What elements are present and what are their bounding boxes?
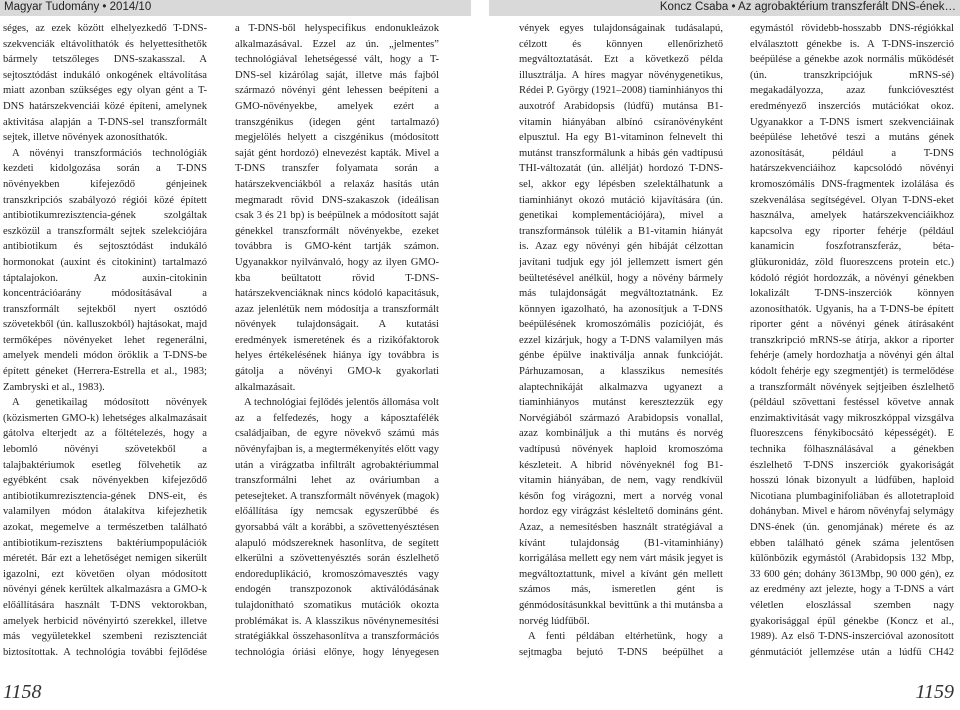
text-column-3 — [519, 21, 723, 661]
paragraph: a T-DNS-ből helyspecifikus endonukleázok alkalmazásával. Ezzel az ún. „jelmentes” technológiával lehetségessé vált, hogy a T-DNS-sel kizárólag saját, illetve más fajból származó növényi gént lehessen beépíteni a GMO-növényekbe, amelyek ezért a transzgénikus (idegen gént tartalmazó) megjelölés helyett a ciszgénikus (módosított saját gént hordozó) elnevezést kapták. Mivel a T-DNS transzfer folyamata során a határszekvenciákból a relaxáz hasítás után megmaradt rövid DNS-szakaszok (ideálisan csak 3 és 21 bp) is beépülnek a módosított saját génekkel transzformált növényekbe, ezeket továbbra is GMO-ként tartják számon. Ugyanakkor nyilvánvaló, hogy az ilyen GMO-kba beültatott rövid T-DNS-határszekvenciáknak nincs kódoló kapacitásuk, azaz jelenlétük nem módosítja a transzformált növények tulajdonságait. A kutatási eredmények ismeretének és a rizikófaktorok helyes értékelésének hiánya így továbbra is gátolja a növényi GMO-k gyakorlati alkalmazásait. — [235, 23, 439, 393]
header-bar-left — [0, 0, 471, 16]
paragraph: A növényi transzformációs technológiák kezdeti kidolgozása során a T-DNS növényekben kifejeződő génjeinek transzkripciós szabályozó régiói közé épített antibiotikumrezisztencia-gének szolgáltak eszközül a transzformált sejtek szelekciójára antibiotikum és sejtosztódást indukáló hormonokat (auxint és citokinint) tartalmazó táptalajokon. Az auxin-citokinin koncentrációarány módosításával a transzformált sejtekből nyert osztódó szövetekből (ún. kalluszokból) hajtásokat, majd termőképes növényeket lehet regenerálni, amelyek mendeli módon öröklik a T-DNS-be épített géneket (Herrera-Estrella et al., 1983; Zambryski et al., 1983). — [3, 147, 207, 393]
page-number-left: 1158 — [3, 681, 42, 703]
journal-issue-label: Magyar Tudomány • 2014/10 — [4, 1, 152, 13]
paragraph: egymástól rövidebb-hosszabb DNS-régiókkal elválasztott génekbe is. A T-DNS-inszerció beépülése a génekbe azok normális működését (ún. transzkripciójuk mRNS-sé) megakadályozza, azaz funkcióvesztést eredményező inszerciós mutációkat okoz. Ugyanakkor a T-DNS ismert szekvenciáinak beépülése lehetővé teszi a mutáns gének azonosítását, például a T-DNS határszekvenciáihoz kapcsolódó növényi kromoszómális DNS-fragmentek izolálása és szekvenálása segítségével. Olyan T-DNS-eket használva, amelyek határszekvenciáikhoz kapcsolva egy riporter fehérje (például kanamicin foszfotranszferáz, béta-glükuronidáz, zöld fluoreszcens protein etc.) kódoló régiót hordozzák, a növényi génekben lokalizált T-DNS-inszerciók könnyen azonosíthatók. Ugyanis, ha a T-DNS-be épített riporter gént a növényi gének átírásaként transzkripció mRNS-se átírja, akkor a riporter fehérje (amely hordozhatja a növényi gén által kódolt fehérje egy szegmentjét) is termelődése a transzformált növények sejtjeiben észlelhető (például szövettani festéssel követve annak enzimaktivitását vagy mikroszkóppal vizsgálva fluoreszcens fénykibocsátó képességét). E technika fölhasználásával a génekben észlelhető T-DNS inszerciók gyakoriságát hosszú lónak bizonyult a lúdfűben, haploid Nicotiana plumbaginifoliában és allotetraploid dohányban. Mivel e három növényfaj selymágy DNS-ének (ún. genomjának) mérete és az ebben található gének száma jelentősen különbözik egymástól (Arabidopsis 132 Mbp, 33 600 gén; dohány 3613Mbp, 90 000 gén), ez az eredmény azt jelezte, hogy a T-DNS a várt véletlen eloszlással szemben nagy gyakorisággal épül génekbe (Koncz et al., 1989). Az első T-DNS-inszercióval azonosított génmutációt jellemzése után a lúdfű CH42 — [750, 23, 954, 658]
article-author-title: Koncz Csaba • Az agrobaktérium transzferált DNS-ének… — [659, 1, 956, 13]
text-column-4 — [750, 21, 954, 661]
text-column-2 — [235, 21, 439, 661]
paragraph: A genetikailag módosított növények (közismerten GMO-k) lehetséges alkalmazásait gátolva elterjedt az a föltételezés, hogy a lebomló növényi szövetekből a talajbaktériumok esetleg fölvehetik az egyébként csak növényekben kifejeződő antibiotikumrezisztencia-gének DNS-eit, és valamilyen módon átalakítva kifejezhetik azokat, megemelve a természetben található antibiotikum-rezisztens baktériumpopulációk méretét. Bár ezt a lehetőséget nemigen sikerült igazolni, ezt követően olyan módosított növényi gének kerültek alkalmazásra a GMO-k előállítására használt T-DNS vektorokban, amelyek herbicid növényirtó szerekkel, illetve más vegyületekkel szembeni rezisztenciát biztosítottak. A technológia további fejlődése — [3, 397, 207, 658]
text-column-1 — [3, 21, 207, 661]
paragraph: vények egyes tulajdonságainak tudásalapú, célzott és könnyen ellenőrizhető megváltoztatását. Ezt a következő példa illusztrálja. A híres magyar növénygenetikus, Rédei P. György (1921–2008) tiaminhiányos thi auxotróf Arabidopsis (lúdfű) mutánsa B1-vitamin hiányában albínó csíranövényként elpusztul. Ha egy B1-vitaminon felnevelt thi mutánst transzformálunk a hibás gén vadtípusú THI-változatát (ún. allélját) hordozó T-DNS-sel, akkor egy lépésben szelektálhatunk a tiaminhiányt okozó mutáció kijavítására (ún. genetikai komplementációjára), mivel a transzformánsok túlélik a B1-vitamin hiányát is. Azaz egy növényi gén hibáját célzottan javítani tudjuk egy jól jellemzett ismert gén beültetésével anélkül, hogy a növény bármely más tulajdonságát megváltoztatnánk. Ez könnyen igazolható, ha azonosítjuk a T-DNS beépülésének kromoszómális pozícióját, és ezzel kizárjuk, hogy a T-DNS valamilyen más génbe épülve inaktiválja annak funkcióját. Párhuzamosan, a klasszikus nemesítés alaptechnikáját alkalmazva ugyanezt a tiaminhiányos mutánst keresztezzük egy Norvégiából származó Arabidopsis vonallal, azaz kombináljuk a thi mutáns és norvég vadtípusú növények haploid kromoszóma készleteit. A hibrid növényeknél fog B1-vitamin hiányában, de nem, vagy rendkívül későn fog virágozni, mert a norvég vonal hordoz egy virágzást késleltető domináns gént. Azaz, a nemesítésben használt stratégiával a kívánt tulajdonság (B1-vitaminhiány) korrigálása mellett egy nem várt másik jegyet is megváltoztattunk, mivel a kívánt gén mellett számos más, ismeretlen gént is génmódosításunkkal bevittünk a thi mutánsba a norvég lúdfűből. — [519, 23, 723, 627]
page-number-right: 1159 — [915, 681, 954, 703]
paragraph: A fenti példában eltérhetünk, hogy a sejtmagba bejutó T-DNS beépülhet a — [519, 631, 723, 658]
paragraph: séges, az ezek között elhelyezkedő T-DNS-szekvenciák eltávolíthatók és helyettesíthetők bármely tetszőleges DNS-szakasszal. A sejtosztódást indukáló onkogének eltávolítása miatt azonban szükséges egy olyan gént a T-DNS határszekvenciái közé építeni, amelynek aktivitása alapján a T-DNS-sel transzformált sejtek, illetve növények azonosíthatók. — [3, 23, 207, 144]
header-bar-right — [489, 0, 960, 16]
running-header — [0, 0, 960, 16]
paragraph: A technológiai fejlődés jelentős állomása volt az a felfedezés, hogy a káposztafélék családjaiban, de egyre növekvő számú más növényfajban is, a megtermékenyítés előtt vagy után a virágzatba infiltrált agrobaktériummal transzformálni lehet az ováriumban a petesejteket. A transzformált növények (magok) előállítása így nemcsak egyszerűbbé és gyorsabbá vált a korábbi, a szövettenyésztésen alapuló módszereknek hasonlítva, de segített elkerülni a szövettenyésztés során észlelhető endoreduplikáció, kromoszómavesztés vagy endogén transzpozonok aktiválódásának tulajdonítható szomatikus mutációk okozta problémákat is. A klasszikus növénynemesítési stratégiákkal összehasonlítva a transzformációs technológia óriási előnye, hogy lényegesen — [235, 397, 439, 658]
